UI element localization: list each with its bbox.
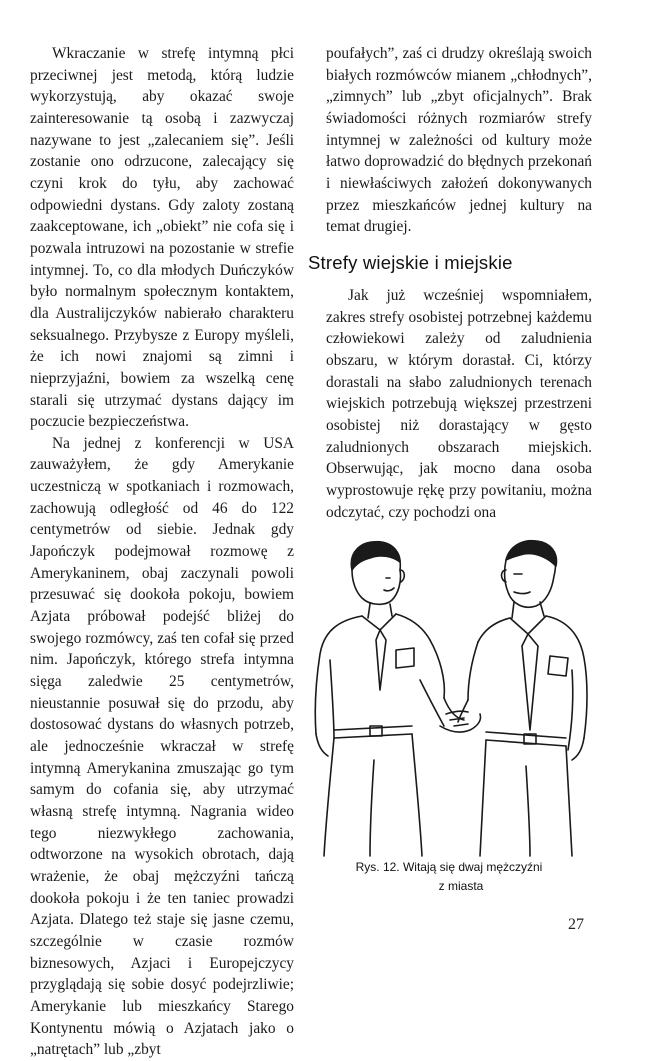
handshake	[440, 698, 481, 732]
page-number: 27	[568, 916, 584, 933]
right-man	[468, 541, 587, 856]
paragraph: Na jednej z konferencji w USA zauważyłem, że gdy Amerykanie uczestniczą w spotkaniach i rozmowach, zachowują odległość od 46 do 122 centymetrów od siebie. Jednak gdy Japończyk podejmował rozmowę z Amerykaninem, obaj zaczynali powoli przesuwać się dookoła pokoju, bowiem Azjata próbował podejść bliżej do swojego rozmówcy, zaś ten cofał się przed nim. Japończyk, którego strefa intymna sięga zaledwie 25 centymetrów, nieustannie posuwał się do przodu, aby dostosować dystans do własnych potrzeb, ale jednocześnie wkraczał w strefę intymną Amerykanina zmuszając go tym samym do cofania się, aby utrzymać własną strefę intymną. Nagrania wideo tego niezwykłego zachowania, odtworzone na wysokich obrotach, dają wrażenie, że obaj mężczyźni tańczą dookoła pokoju i że ten taniec prowadzi Azjata. Dlatego też staje się jasne czemu, szczególnie w czasie rozmów biznesowych, Azjaci i Europejczycy przyglądają się sobie dosyć podejrzliwie; Amerykanie lub mieszkańcy Starego Kontynentu mówią o Azjatach jako o „natrętach” lub „zbyt	[30, 434, 294, 1059]
section-heading: Strefy wiejskie i miejskie	[308, 252, 513, 273]
right-text-column-bottom	[326, 285, 592, 523]
caption-line: z miasta	[438, 879, 484, 893]
left-man	[315, 542, 444, 856]
paragraph: poufałych”, zaś ci drudzy określają swoich białych rozmówców mianem „chłodnych”, „zimnych” lub „zbyt oficjalnych”. Brak świadomości różnych rozmiarów strefy intymnej w zależności od kultury może łatwo doprowadzić do błędnych przekonań i niewłaściwych założeń dokonywanych przez mieszkańców jednej kultury na temat drugiej.	[326, 45, 592, 236]
left-text-column	[30, 43, 294, 1061]
caption-line: Rys. 12. Witają się dwaj mężczyźni	[355, 860, 543, 874]
right-text-column-top	[326, 43, 592, 238]
paragraph: Wkraczanie w strefę intymną płci przeciwnej jest metodą, którą ludzie wykorzystują, aby okazać swoje zainteresowanie tą osobą i zazwyczaj nazywane to jest „zalecaniem się”. Jeśli zostanie ono odrzucone, zalecający się czyni krok do tyłu, aby zachować odpowiedni dystans. Gdy zaloty zostaną zaakceptowane, ich „obiekt” nie cofa się i pozwala intruzowi na pozostanie w strefie intymnej. To, co dla młodych Duńczyków było normalnym społecznym kontaktem, dla Australijczyków nabierało charakteru seksualnego. Przybysze z Europy myśleli, że ich nowi znajomi są zimni i nieprzyjaźni, bowiem za wszelką cenę starali się utrzymać dystans dający im poczucie bezpieczeństwa.	[30, 45, 294, 431]
paragraph: Jak już wcześniej wspomniałem, zakres strefy osobistej potrzebnej każdemu człowiekowi zależy od zaludnienia obszaru, w którym dorastał. Ci, którzy dorastali na słabo zaludnionych terenach wiejskich potrzebują większej przestrzeni osobistej niż dorastający w gęsto zaludnionych obszarach miejskich. Obserwując, jak mocno dana osoba wyprostowuje rękę przy powitaniu, można odczytać, czy pochodzi ona	[326, 287, 592, 521]
handshake-illustration	[300, 530, 600, 860]
figure-caption	[300, 858, 598, 896]
